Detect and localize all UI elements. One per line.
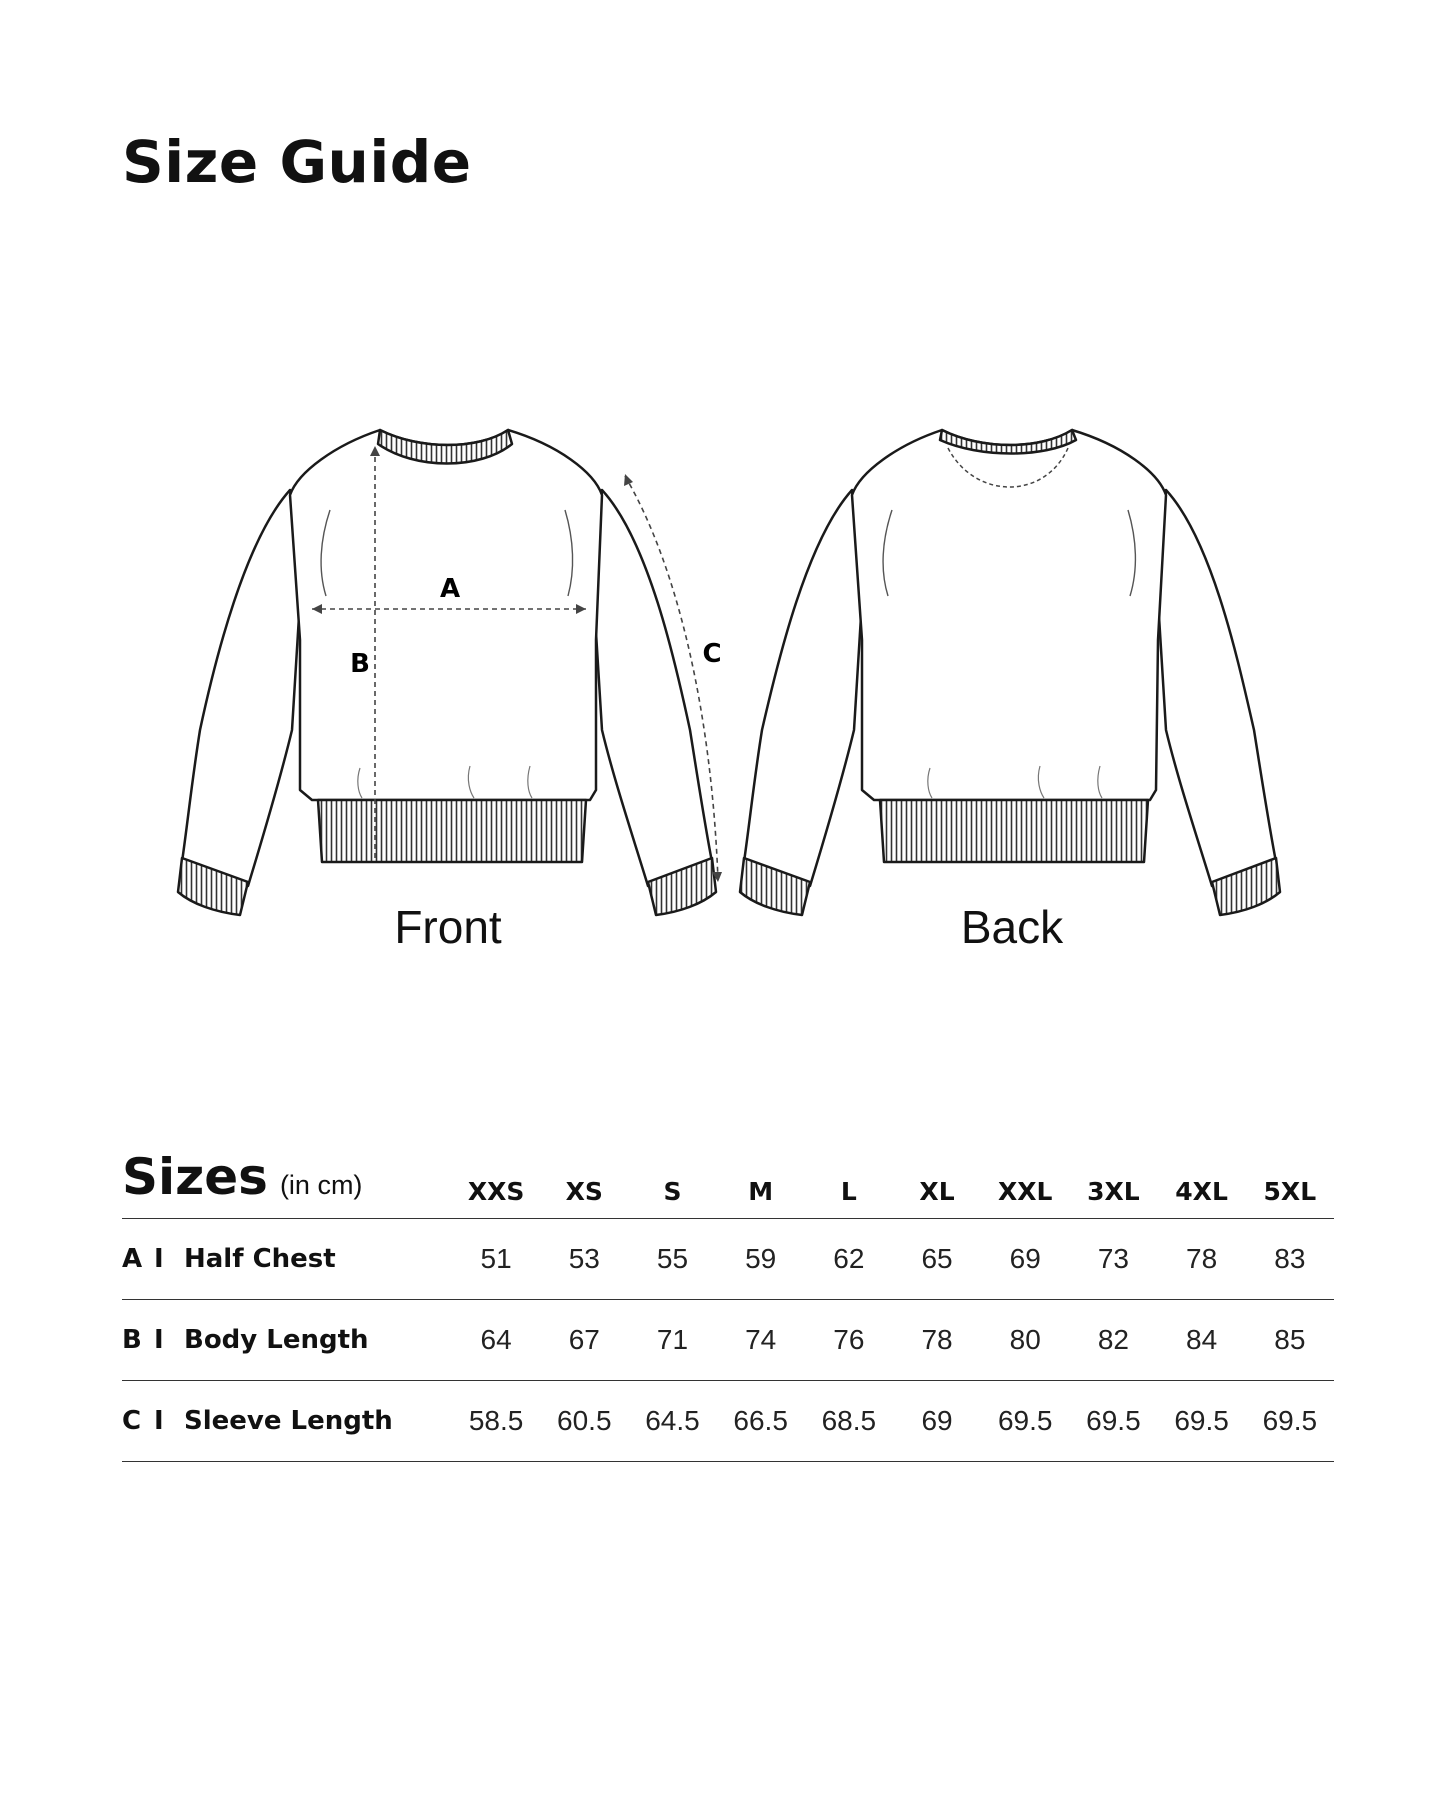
table-cell: 69.5 xyxy=(1246,1381,1334,1462)
table-cell: 82 xyxy=(1069,1300,1157,1381)
row-letter: C xyxy=(122,1406,142,1436)
size-column-header: XS xyxy=(540,1130,628,1219)
size-column-header: XL xyxy=(893,1130,981,1219)
table-cell: 78 xyxy=(893,1300,981,1381)
sizes-heading xyxy=(122,1130,452,1219)
table-cell: 64.5 xyxy=(628,1381,716,1462)
size-column-header: XXL xyxy=(981,1130,1069,1219)
size-column-header: 4XL xyxy=(1158,1130,1246,1219)
table-cell: 73 xyxy=(1069,1219,1157,1300)
row-separator: I xyxy=(154,1325,164,1355)
table-row-sleeve-length xyxy=(122,1381,1334,1462)
table-cell: 69 xyxy=(981,1219,1069,1300)
table-cell: 67 xyxy=(540,1300,628,1381)
sweatshirt-illustration xyxy=(0,400,1445,1000)
front-view-label: Front xyxy=(394,901,502,953)
table-cell: 71 xyxy=(628,1300,716,1381)
row-letter: B xyxy=(122,1325,142,1355)
back-view-label: Back xyxy=(960,901,1064,953)
table-row-body-length xyxy=(122,1300,1334,1381)
table-row-half-chest xyxy=(122,1219,1334,1300)
size-column-header: 3XL xyxy=(1069,1130,1157,1219)
size-column-header: 5XL xyxy=(1246,1130,1334,1219)
row-name: Body Length xyxy=(184,1325,369,1355)
size-column-header: L xyxy=(805,1130,893,1219)
row-name: Half Chest xyxy=(184,1244,336,1274)
table-cell: 74 xyxy=(717,1300,805,1381)
table-cell: 84 xyxy=(1158,1300,1246,1381)
table-cell: 85 xyxy=(1246,1300,1334,1381)
table-cell: 69 xyxy=(893,1381,981,1462)
table-cell: 59 xyxy=(717,1219,805,1300)
table-cell: 64 xyxy=(452,1300,540,1381)
table-cell: 51 xyxy=(452,1219,540,1300)
table-cell: 80 xyxy=(981,1300,1069,1381)
table-cell: 62 xyxy=(805,1219,893,1300)
table-cell: 65 xyxy=(893,1219,981,1300)
measure-a-label: A xyxy=(439,574,461,604)
row-label xyxy=(122,1300,452,1381)
table-cell: 78 xyxy=(1158,1219,1246,1300)
unit-label: (in cm) xyxy=(279,1170,363,1200)
table-cell: 68.5 xyxy=(805,1381,893,1462)
row-separator: I xyxy=(154,1244,164,1274)
size-column-header: S xyxy=(628,1130,716,1219)
row-separator: I xyxy=(154,1406,164,1436)
table-cell: 53 xyxy=(540,1219,628,1300)
table-cell: 69.5 xyxy=(1069,1381,1157,1462)
measure-c-label: C xyxy=(702,639,722,669)
table-cell: 76 xyxy=(805,1300,893,1381)
row-label xyxy=(122,1381,452,1462)
table-cell: 58.5 xyxy=(452,1381,540,1462)
table-cell: 69.5 xyxy=(1158,1381,1246,1462)
row-name: Sleeve Length xyxy=(184,1406,393,1436)
table-cell: 66.5 xyxy=(717,1381,805,1462)
page-title: Size Guide xyxy=(122,128,472,196)
row-letter: A xyxy=(122,1244,143,1274)
table-cell: 60.5 xyxy=(540,1381,628,1462)
table-cell: 69.5 xyxy=(981,1381,1069,1462)
back-sweatshirt-drawing xyxy=(740,430,1280,915)
sizes-title: Sizes xyxy=(122,1148,268,1206)
size-header-row xyxy=(122,1130,1334,1219)
front-sweatshirt-drawing xyxy=(178,430,716,915)
size-column-header: M xyxy=(717,1130,805,1219)
measure-b-label: B xyxy=(350,649,370,679)
table-cell: 83 xyxy=(1246,1219,1334,1300)
table-cell: 55 xyxy=(628,1219,716,1300)
size-column-header: XXS xyxy=(452,1130,540,1219)
row-label xyxy=(122,1219,452,1300)
size-table xyxy=(122,1130,1334,1462)
